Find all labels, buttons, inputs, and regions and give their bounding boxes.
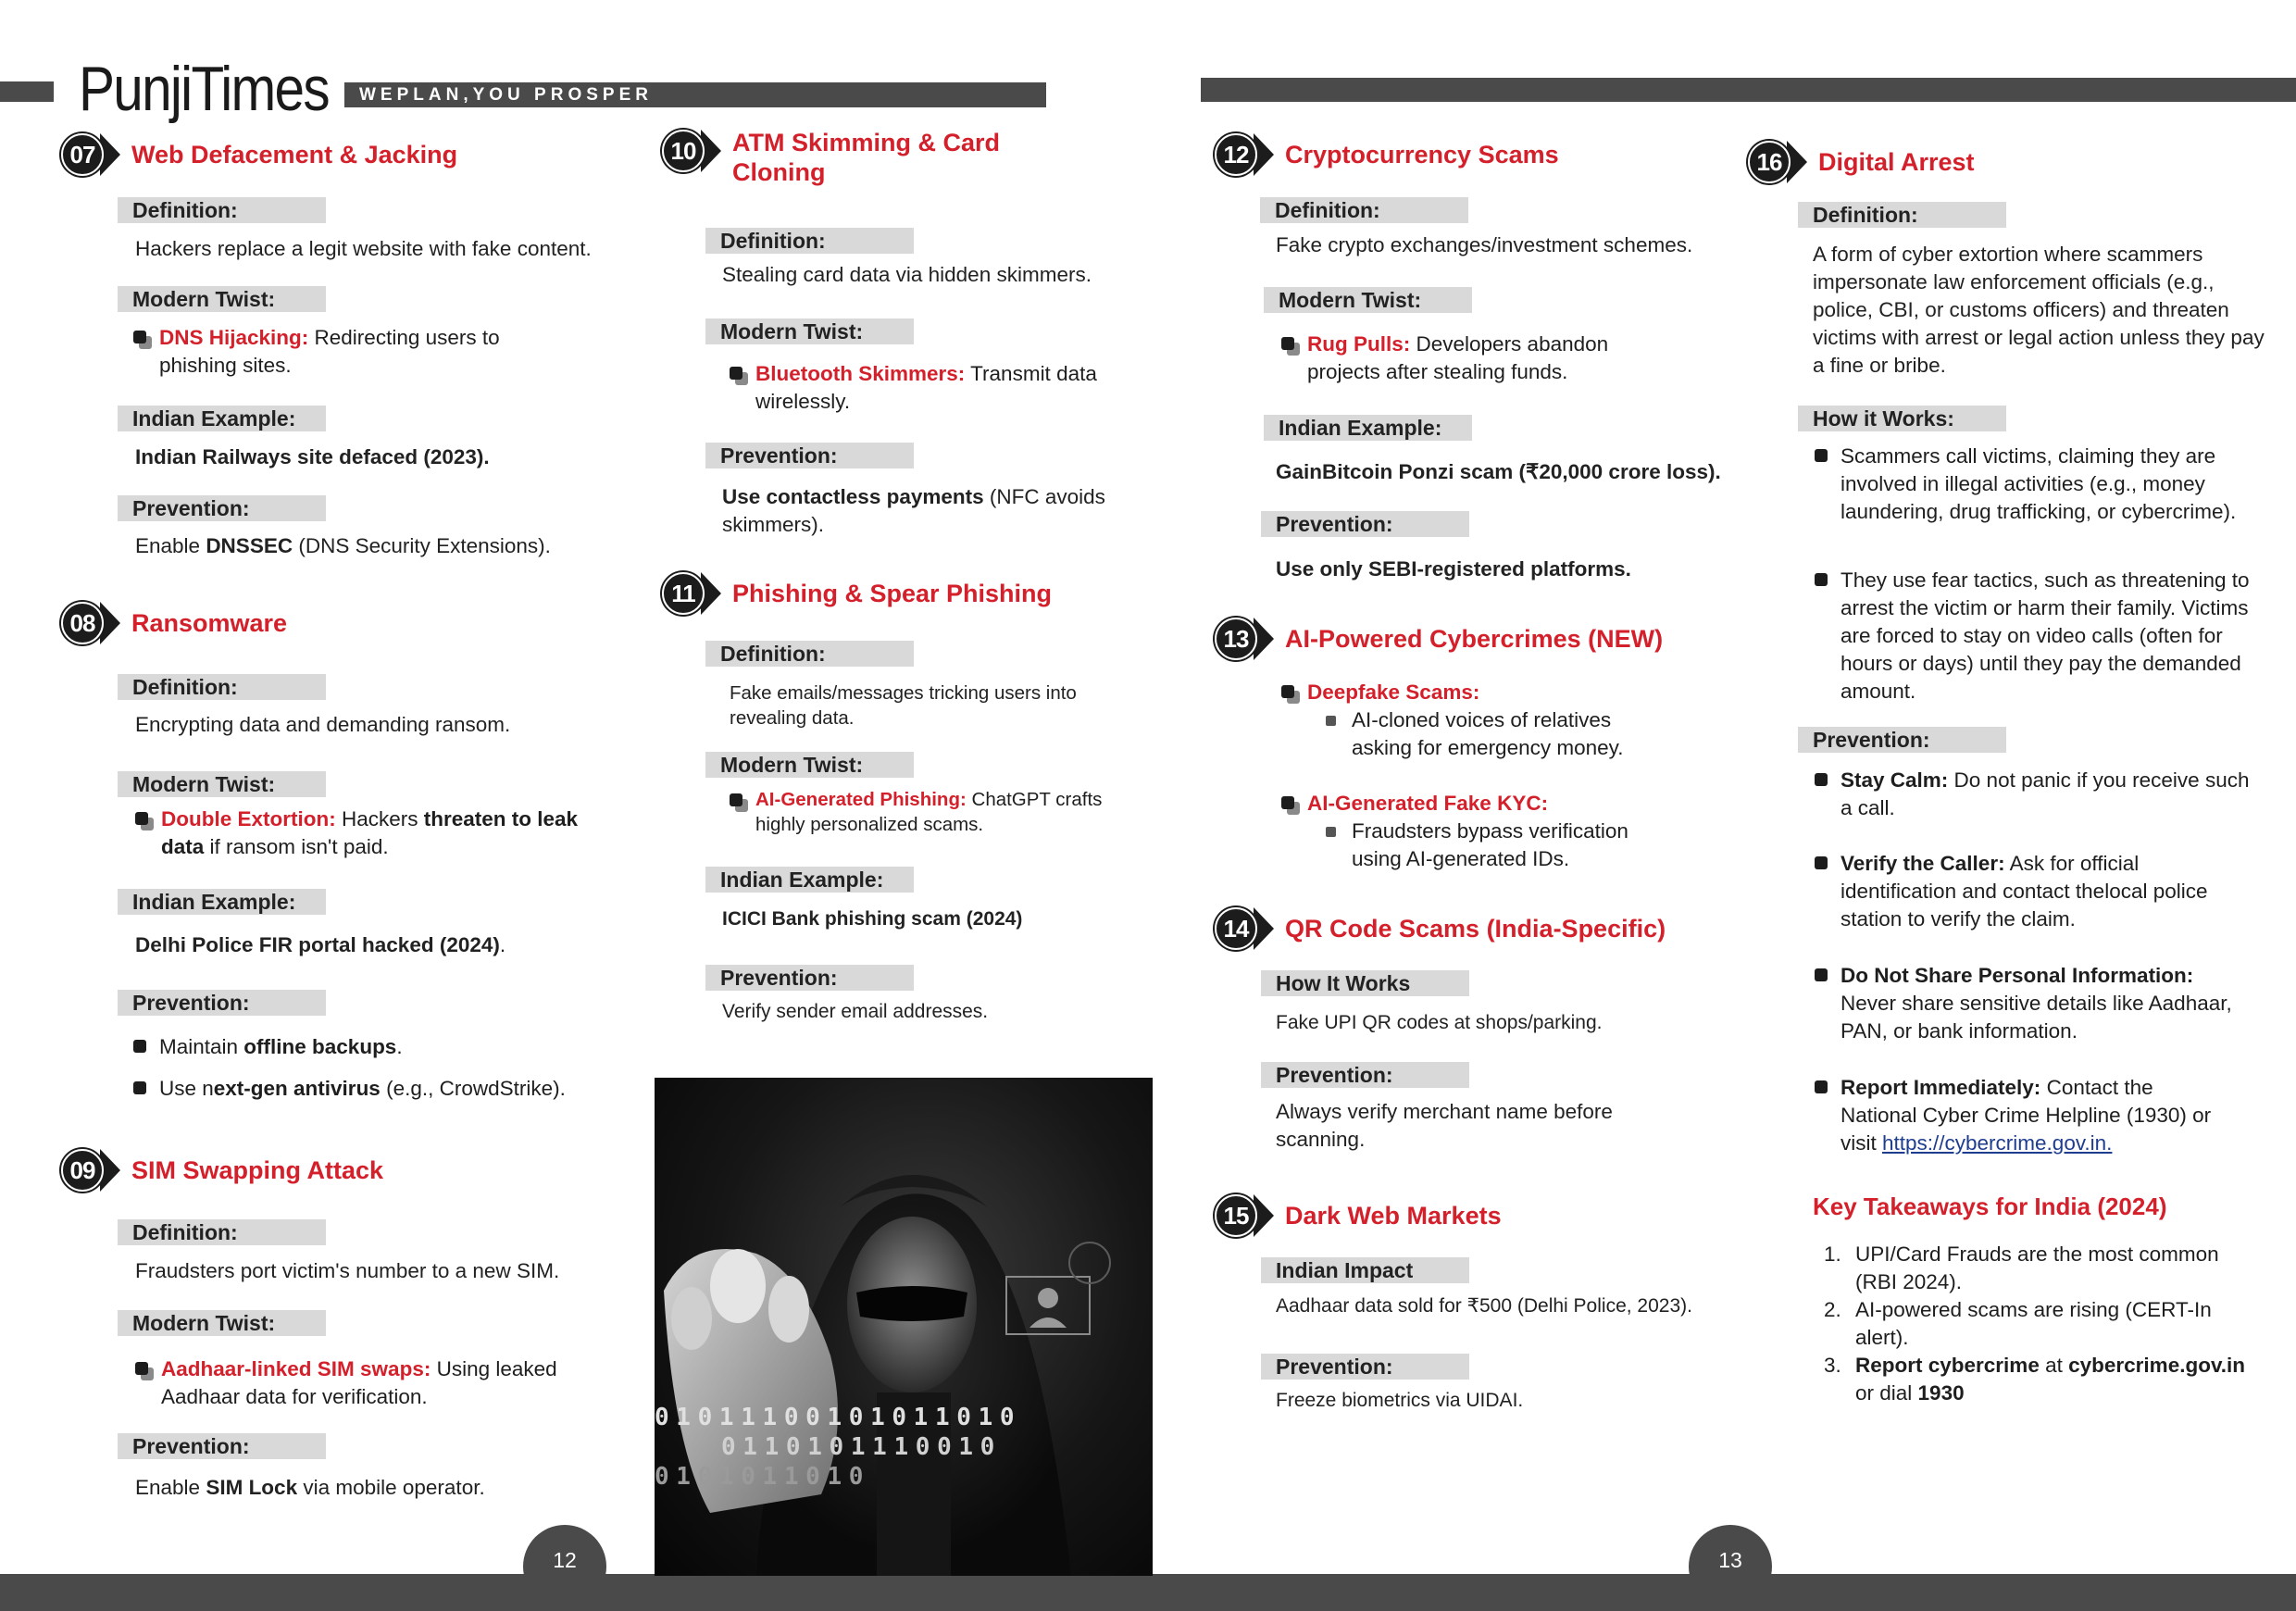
prevention-label: Prevention:: [1261, 1354, 1469, 1380]
prevention-label: Prevention:: [1261, 1062, 1469, 1088]
section-08: [61, 602, 654, 644]
bullet-icon: [135, 812, 148, 825]
section-14: [1215, 907, 1733, 950]
definition-label: Definition:: [705, 228, 914, 254]
section-07-heading: [61, 133, 654, 176]
modern-twist-label: Modern Twist:: [118, 1310, 326, 1336]
prevention-text: Always verify merchant name before scanning.: [1276, 1100, 1613, 1151]
indian-example-label: Indian Example:: [118, 406, 326, 431]
section-16: [1748, 141, 2266, 183]
indian-example-label: Indian Example:: [1264, 415, 1472, 441]
how-it-works-label: How It Works: [1261, 970, 1469, 996]
number-badge: 10: [662, 130, 721, 172]
definition-label: Definition:: [705, 641, 914, 667]
bullet-icon: [1281, 796, 1294, 809]
brand-logo: PunjiTimes: [79, 54, 329, 124]
how-it-works-text: Fake UPI QR codes at shops/parking.: [1276, 1012, 1603, 1033]
bullet-icon: [1815, 968, 1828, 981]
definition-text: Stealing card data via hidden skimmers.: [722, 263, 1092, 286]
modern-twist-label: Modern Twist:: [1264, 287, 1472, 313]
number-badge: 16: [1748, 141, 1807, 183]
bullet-icon: [1815, 1080, 1828, 1093]
definition-label: Definition:: [118, 674, 326, 700]
section-title: Digital Arrest: [1818, 148, 1975, 176]
binary-code-line: 0 1 1 0 1 0 1 1 1 0 0 1 0: [721, 1433, 992, 1461]
definition-text: Fraudsters port victim's number to a new SIM.: [135, 1259, 560, 1282]
definition-text: Encrypting data and demanding ransom.: [135, 713, 511, 736]
section-title: AI-Powered Cybercrimes (NEW): [1285, 625, 1664, 653]
section-12-heading: [1215, 133, 1733, 176]
bullet-icon: [1326, 716, 1336, 726]
section-title: Ransomware: [131, 609, 288, 637]
number-badge: 11: [662, 572, 721, 615]
hooded-hacker-image: [655, 1078, 1153, 1576]
number-badge: 07: [61, 133, 120, 176]
prevention-text: Use contactless payments (NFC avoids skimmers).: [722, 485, 1105, 536]
indian-impact-text: Aadhaar data sold for ₹500 (Delhi Police, 2023).: [1276, 1295, 1692, 1317]
number-badge: 14: [1215, 907, 1274, 950]
section-08-heading: [61, 602, 654, 644]
section-09: [61, 1149, 654, 1192]
bullet-icon: [133, 1040, 146, 1053]
section-title: SIM Swapping Attack: [131, 1156, 384, 1184]
key-takeaways-title: Key Takeaways for India (2024): [1813, 1193, 2167, 1220]
prevention-item: Stay Calm: Do not panic if you receive such a call.: [1805, 767, 2250, 822]
ai-crime-subitem: Fraudsters bypass verification using AI-generated IDs.: [1305, 818, 1657, 873]
ai-crime-item: Deepfake Scams:: [1272, 679, 1479, 706]
bullet-icon: [1281, 337, 1294, 350]
definition-label: Definition:: [118, 1219, 326, 1245]
modern-twist-label: Modern Twist:: [118, 286, 326, 312]
how-it-works-item: Scammers call victims, claiming they are involved in illegal activities (e.g., money laundering, drug trafficking, or cybercrime).: [1805, 443, 2250, 526]
prevention-text: Use only SEBI-registered platforms.: [1276, 557, 1631, 581]
number-badge: 13: [1215, 618, 1274, 660]
definition-text: Fake crypto exchanges/investment schemes.: [1276, 233, 1693, 256]
ai-crime-item: AI-Generated Fake KYC:: [1272, 790, 1548, 818]
hacker-illustration: [655, 1078, 1153, 1576]
section-title: ATM Skimming & Card Cloning: [732, 129, 1001, 186]
section-title: Cryptocurrency Scams: [1285, 141, 1559, 169]
number-badge: 12: [1215, 133, 1274, 176]
section-16-heading: [1748, 141, 2266, 183]
modern-twist-label: Modern Twist:: [118, 771, 326, 797]
section-07: [61, 133, 654, 176]
section-09-heading: [61, 1149, 654, 1192]
definition-label: Definition:: [1798, 202, 2006, 228]
number-badge: 08: [61, 602, 120, 644]
bullet-icon: [135, 1362, 148, 1375]
binary-code-line: 0 1 0 1 1 1 0 0 1 0 1 0 1 1 0 1 0: [655, 1404, 1011, 1431]
bullet-icon: [1281, 685, 1294, 698]
takeaway-item: 3. Report cybercrime at cybercrime.gov.in or dial 1930: [1824, 1354, 2246, 1405]
prevention-label: Prevention:: [1261, 511, 1469, 537]
prevention-label: Prevention:: [705, 443, 914, 468]
modern-twist-item: Aadhaar-linked SIM swaps: Using leaked Aadhaar data for verification.: [126, 1355, 607, 1411]
number-badge: 09: [61, 1149, 120, 1192]
how-it-works-label: How it Works:: [1798, 406, 2006, 431]
indian-impact-label: Indian Impact: [1261, 1257, 1469, 1283]
prevention-item: Report Immediately: Contact the National Cyber Crime Helpline (1930) or visit https://cybercrime.gov.in.: [1805, 1074, 2213, 1157]
prevention-item: Verify the Caller: Ask for official identification and contact thelocal police station to verify the claim.: [1805, 850, 2213, 933]
bullet-icon: [730, 793, 742, 806]
modern-twist-label: Modern Twist:: [705, 318, 914, 344]
section-title: Phishing & Spear Phishing: [732, 580, 1053, 607]
section-11: [662, 572, 1097, 615]
section-title: QR Code Scams (India-Specific): [1285, 915, 1666, 943]
page-number-left: 12: [523, 1525, 606, 1608]
bullet-icon: [1815, 773, 1828, 786]
prevention-label: Prevention:: [118, 1433, 326, 1459]
indian-example-label: Indian Example:: [705, 867, 914, 893]
section-10: [662, 129, 1097, 187]
prevention-item: Maintain offline backups.: [124, 1033, 403, 1061]
modern-twist-label: Modern Twist:: [705, 752, 914, 778]
how-it-works-item: They use fear tactics, such as threatening to arrest the victim or harm their family. Victims are forced to stay on video calls (often for hours or days) until they pay the demanded amount.: [1805, 567, 2250, 706]
section-13: [1215, 618, 1733, 660]
modern-twist-item: Bluetooth Skimmers: Transmit data wirelessly.: [720, 360, 1155, 416]
prevention-text: Freeze biometrics via UIDAI.: [1276, 1390, 1524, 1411]
section-15: [1215, 1194, 1733, 1237]
prevention-text: Enable DNSSEC (DNS Security Extensions).: [135, 534, 551, 557]
key-takeaways-list: [1813, 1241, 2248, 1407]
ai-crime-subitem: AI-cloned voices of relatives asking for emergency money.: [1305, 706, 1657, 762]
takeaway-item: 1. UPI/Card Frauds are the most common (RBI 2024).: [1824, 1243, 2219, 1293]
section-title: Web Defacement & Jacking: [131, 141, 458, 169]
indian-example-text: Indian Railways site defaced (2023).: [135, 445, 490, 468]
prevention-label: Prevention:: [118, 495, 326, 521]
indian-example-text: GainBitcoin Ponzi scam (₹20,000 crore loss).: [1276, 460, 1721, 483]
modern-twist-item: DNS Hijacking: Redirecting users to phishing sites.: [124, 324, 559, 380]
section-11-heading: [662, 572, 1097, 615]
bullet-icon: [133, 1081, 146, 1094]
modern-twist-item: AI-Generated Phishing: ChatGPT crafts highly personalized scams.: [720, 787, 1109, 837]
bullet-icon: [1815, 856, 1828, 869]
section-10-heading: [662, 129, 1097, 187]
definition-label: Definition:: [1260, 197, 1468, 223]
bullet-icon: [730, 367, 742, 380]
indian-example-text: Delhi Police FIR portal hacked (2024).: [135, 933, 506, 956]
indian-example-label: Indian Example:: [118, 889, 326, 915]
bullet-icon: [1326, 827, 1336, 837]
number-badge: 15: [1215, 1194, 1274, 1237]
header-bar-right: [1201, 78, 2296, 102]
prevention-text: Enable SIM Lock via mobile operator.: [135, 1476, 485, 1499]
section-12: [1215, 133, 1733, 176]
definition-text: A form of cyber extortion where scammers impersonate law enforcement officials (e.g., police, CBI, or customs officers) and threaten victims with arrest or legal action unless they pay a fine or bribe.: [1813, 243, 2265, 377]
takeaway-item: 2. AI-powered scams are rising (CERT-In alert).: [1824, 1298, 2212, 1349]
prevention-label: Prevention:: [118, 990, 326, 1016]
page-number-right: 13: [1689, 1525, 1772, 1608]
prevention-item: Use next-gen antivirus (e.g., CrowdStrike).: [124, 1075, 566, 1103]
bullet-icon: [1815, 449, 1828, 462]
definition-text: Fake emails/messages tricking users into revealing data.: [730, 682, 1077, 729]
definition-label: Definition:: [118, 197, 326, 223]
cybercrime-link[interactable]: https://cybercrime.gov.in.: [1882, 1131, 2113, 1155]
prevention-item: Do Not Share Personal Information: Never share sensitive details like Aadhaar, PAN, or bank information.: [1805, 962, 2250, 1045]
bullet-icon: [1815, 573, 1828, 586]
section-15-heading: [1215, 1194, 1733, 1237]
indian-example-text: ICICI Bank phishing scam (2024): [722, 908, 1023, 930]
prevention-label: Prevention:: [705, 965, 914, 991]
definition-text: Hackers replace a legit website with fake content.: [135, 237, 592, 260]
binary-code-line: 0 1 0 1 0 1 1 0 1 0: [655, 1463, 860, 1491]
prevention-text: Verify sender email addresses.: [722, 1001, 989, 1022]
section-title: Dark Web Markets: [1285, 1202, 1502, 1230]
section-14-heading: [1215, 907, 1733, 950]
footer-bar: [0, 1574, 2296, 1611]
brand-tagline: WEPLAN,YOU PROSPER: [344, 82, 1046, 107]
modern-twist-item: Double Extortion: Hackers threaten to leak data if ransom isn't paid.: [126, 806, 589, 861]
prevention-label: Prevention:: [1798, 727, 2006, 753]
header-bar-left: [0, 81, 54, 102]
modern-twist-item: Rug Pulls: Developers abandon projects after stealing funds.: [1272, 331, 1661, 386]
bullet-icon: [133, 331, 146, 343]
section-13-heading: [1215, 618, 1733, 660]
